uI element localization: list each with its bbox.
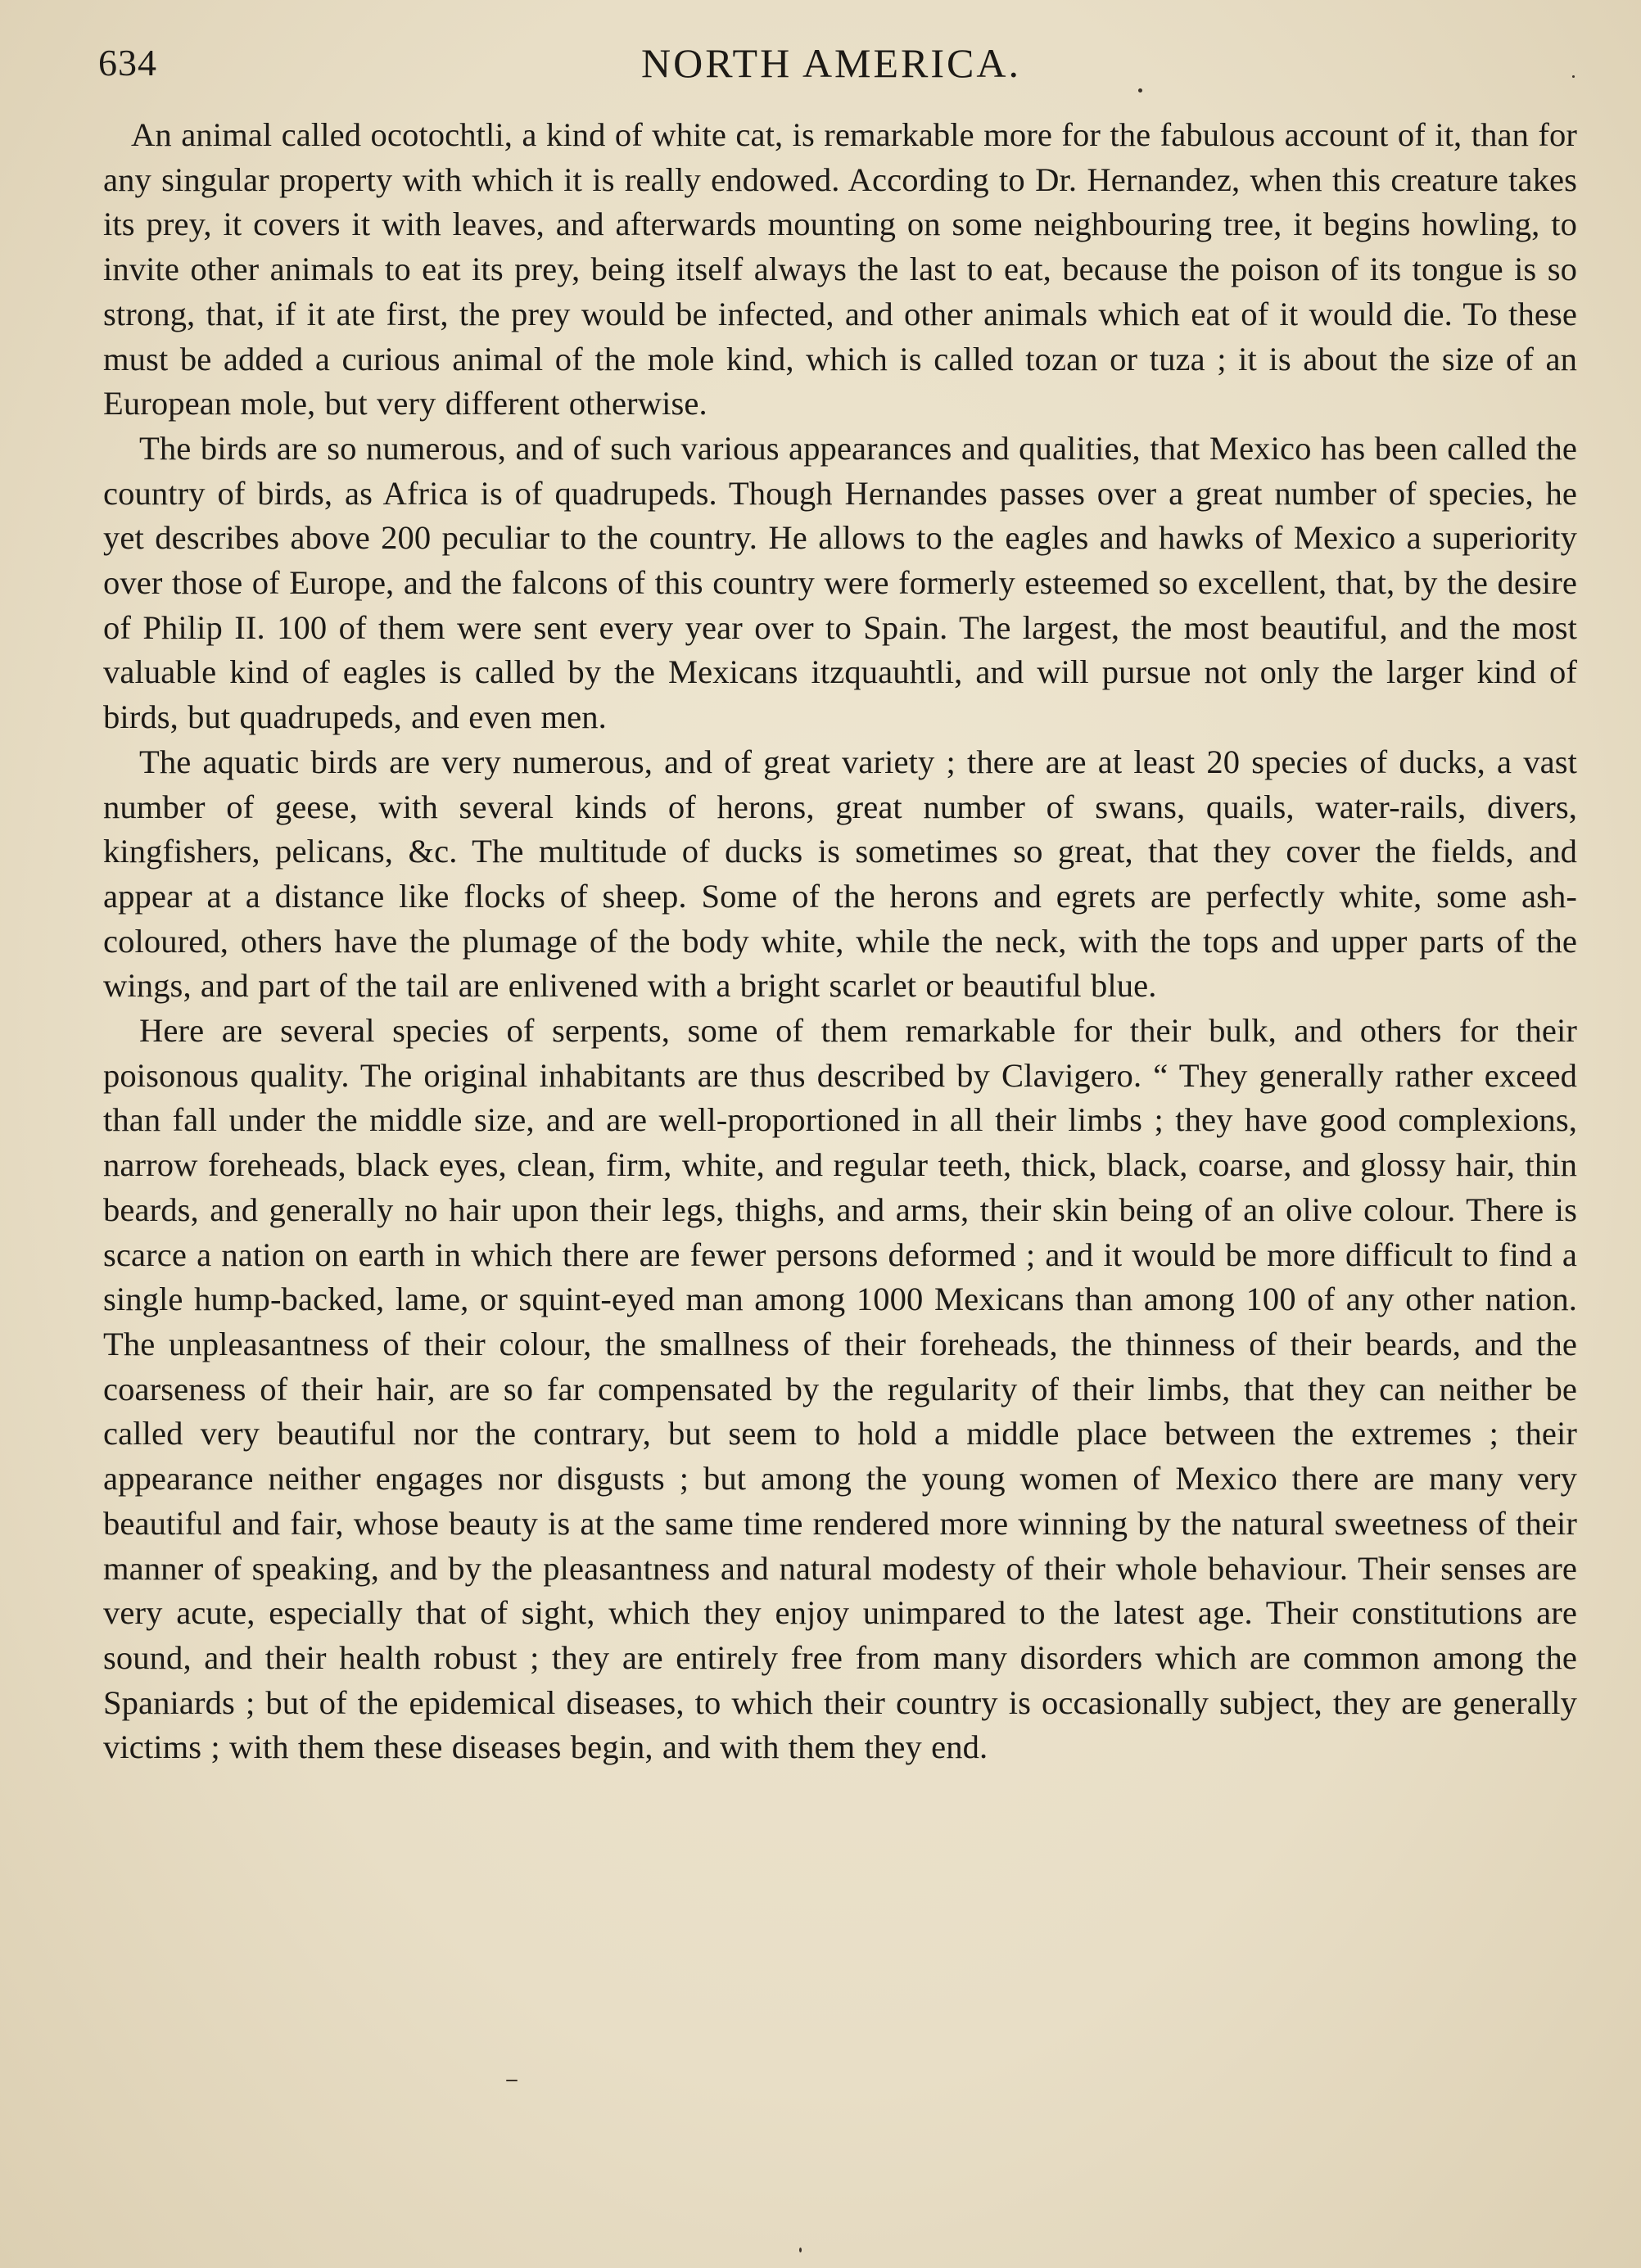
- paragraph-aquatic-birds: The aquatic birds are very numerous, and of great variety ; there are at least 20 species of ducks, a vast number of geese, with several kinds of herons, great number of swans, quails, water-rails, divers, kingfishers, pelicans, &c. The multitude of ducks is sometimes so great, that they cover the fields, and appear at a distance like flocks of sheep. Some of the herons and egrets are perfectly white, some ash-coloured, others have the plumage of the body white, while the neck, with the tops and upper parts of the wings, and part of the tail are enlivened with a bright scarlet or beautiful blue.: [103, 743, 1577, 1005]
- ink-speck: [1572, 75, 1575, 78]
- paragraph-ocotochtli: An animal called ocotochtli, a kind of white cat, is remarkable more for the fabulous account of it, than for any singular property with which it is really endowed. According to Dr. Hernandez, when this creature takes its prey, it covers it with leaves, and afterwards mounting on some neighbouring tree, it begins howling, to invite other animals to eat its prey, being itself always the last to eat, because the poison of its tongue is so strong, that, if it ate first, the prey would be infected, and other animals which eat of it would die. To these must be added a curious animal of the mole kind, which is called tozan or tuza ; it is about the size of an European mole, but very different otherwise.: [103, 116, 1577, 422]
- paragraph-birds: The birds are so numerous, and of such various appearances and qualities, that Mexico has been called the country of birds, as Africa is of quadrupeds. Though Hernandes passes over a great number of species, he yet describes above 200 peculiar to the country. He allows to the eagles and hawks of Mexico a superiority over those of Europe, and the falcons of this country were formerly esteemed so excellent, that, by the desire of Philip II. 100 of them were sent every year over to Spain. The largest, the most beautiful, and the most valuable kind of eagles is called by the Mexicans itzquauhtli, and will pursue not only the larger kind of birds, but quadrupeds, and even men.: [103, 429, 1577, 736]
- ink-speck: [799, 2248, 802, 2252]
- body-text: [103, 113, 1577, 1770]
- paragraph-serpents-inhabitants: Here are several species of serpents, some of them remarkable for their bulk, and others for their poisonous quality. The original inhabitants are thus described by Clavigero. “ They generally rather exceed than fall under the middle size, and are well-proportioned in all their limbs ; they have good complexions, narrow foreheads, black eyes, clean, firm, white, and regular teeth, thick, black, coarse, and glossy hair, thin beards, and generally no hair upon their legs, thighs, and arms, their skin being of an olive colour. There is scarce a nation on earth in which there are fewer persons deformed ; and it would be more difficult to find a single hump-backed, lame, or squint-eyed man among 1000 Mexicans than among 100 of any other nation. The unpleasantness of their colour, the smallness of their foreheads, the thinness of their beards, and the coarseness of their hair, are so far compensated by the regularity of their limbs, that they can neither be called very beautiful nor the contrary, but seem to hold a middle place between the extremes ; their appearance neither engages nor disgusts ; but among the young women of Mexico there are many very beautiful and fair, whose beauty is at the same time rendered more winning by the natural sweetness of their manner of speaking, and by the pleasantness and natural modesty of their whole behaviour. Their senses are very acute, especially that of sight, which they enjoy unimpared to the latest age. Their constitutions are sound, and their health robust ; they are entirely free from many disorders which are common among the Spaniards ; but of the epidemical diseases, to which their country is occasionally subject, they are generally victims ; with them these diseases begin, and with them they end.: [103, 1012, 1577, 1766]
- page-number: 634: [98, 42, 157, 84]
- page-header: [98, 34, 1564, 100]
- ink-speck: [1138, 88, 1142, 93]
- ink-speck: [506, 2080, 518, 2081]
- running-title: NORTH AMERICA.: [640, 40, 1022, 86]
